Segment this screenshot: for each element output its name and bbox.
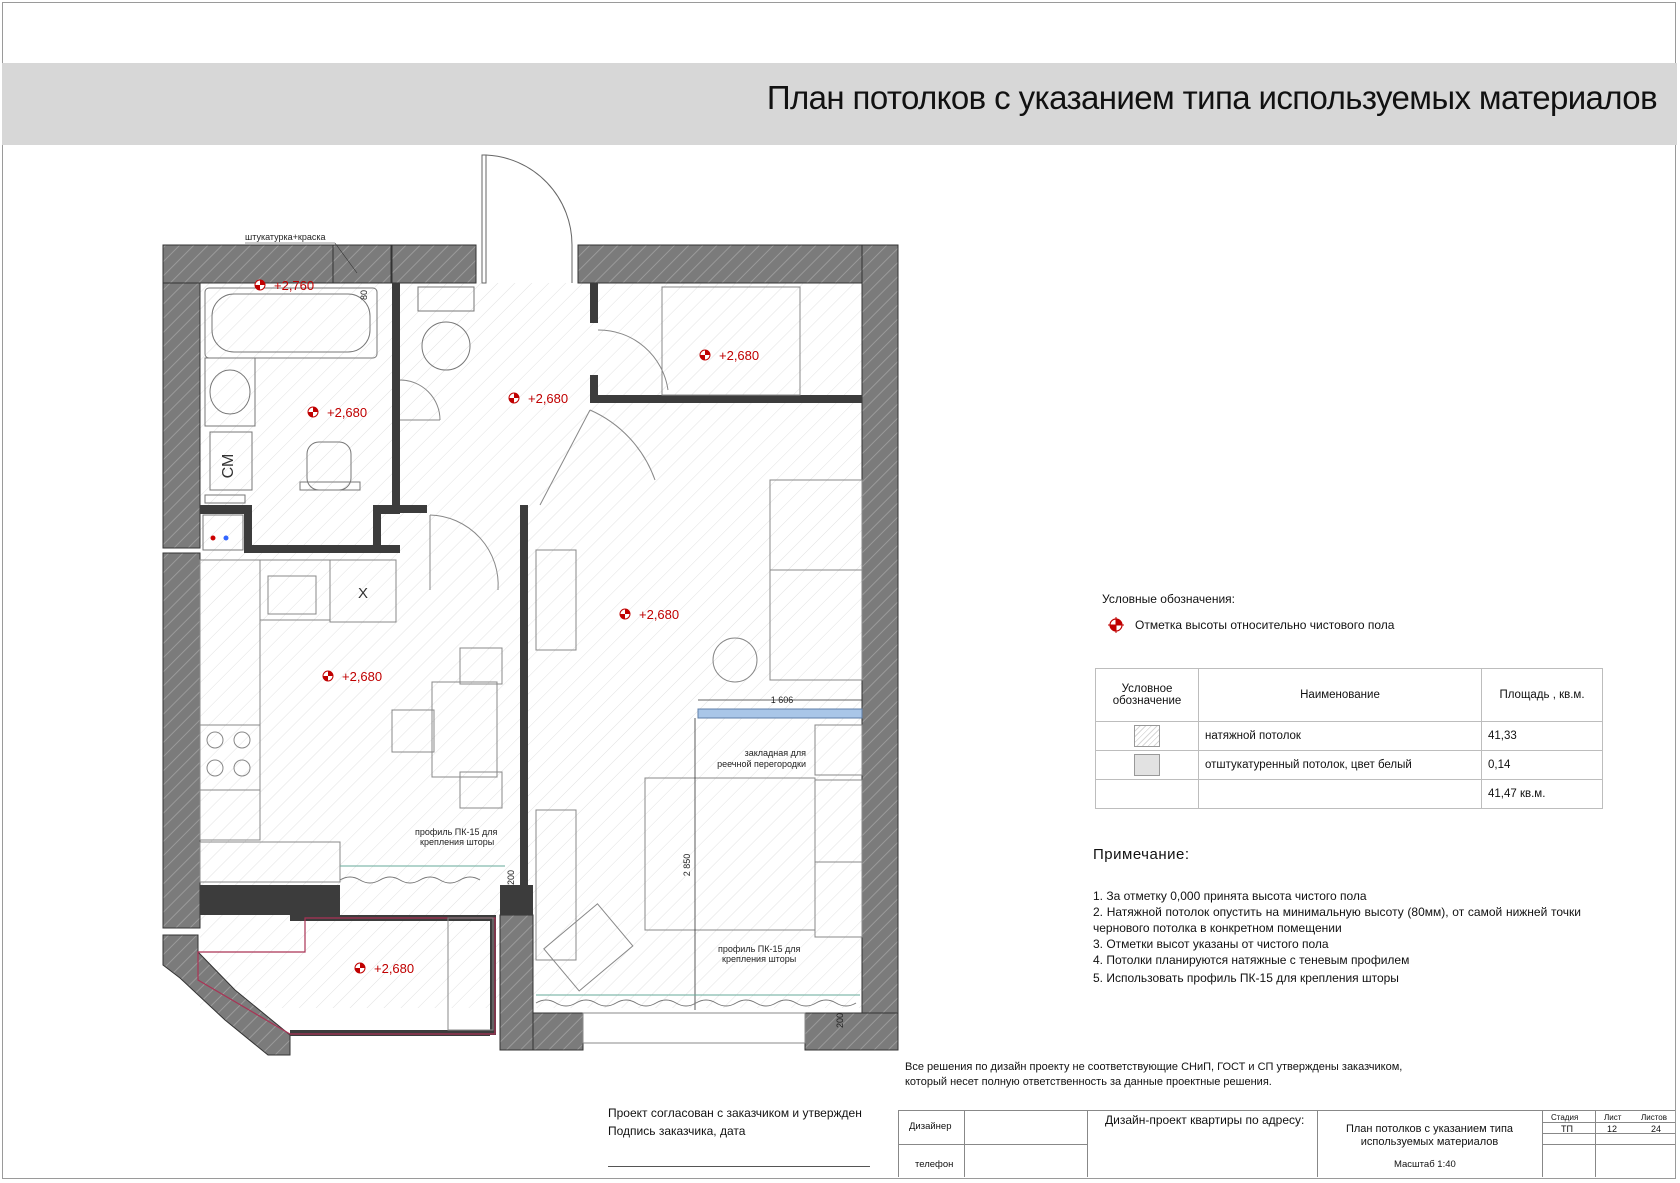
profile-note-kitchen-2: крепления шторы bbox=[420, 837, 495, 847]
dim-200-b: 200 bbox=[835, 1012, 845, 1028]
approval-block bbox=[608, 1104, 862, 1140]
notes-list bbox=[1093, 888, 1581, 986]
partition-note-1: закладная для bbox=[744, 748, 806, 758]
table-row bbox=[1096, 722, 1603, 751]
disclaimer-line: который несет полную ответственность за данные проектные решения. bbox=[905, 1076, 1272, 1088]
project-label: Дизайн-проект квартиры по адресу: bbox=[1105, 1113, 1305, 1127]
stage-header: Стадия bbox=[1551, 1113, 1579, 1122]
slat-partition bbox=[698, 709, 862, 718]
height-mark-label: +2,680 bbox=[327, 405, 368, 420]
scale-label: Масштаб 1:40 bbox=[1394, 1159, 1456, 1170]
title-block bbox=[898, 1110, 1675, 1177]
sheets-header: Листов bbox=[1641, 1113, 1667, 1122]
table-cell-name bbox=[1199, 780, 1482, 809]
table-header-area: Площадь , кв.м. bbox=[1482, 669, 1603, 722]
stage-value: ТП bbox=[1561, 1124, 1573, 1134]
table-cell-area: 41,33 bbox=[1482, 722, 1603, 751]
materials-table bbox=[1095, 668, 1603, 809]
dim-80: 80 bbox=[359, 289, 369, 300]
signature-line bbox=[608, 1166, 870, 1167]
height-mark-label: +2,680 bbox=[528, 391, 569, 406]
note-item: 1. За отметку 0,000 принята высота чистого пола bbox=[1093, 889, 1367, 903]
plaster-ceiling-swatch bbox=[1134, 754, 1160, 776]
dim-200-a: 200 bbox=[506, 869, 516, 885]
table-cell-name: отштукатуренный потолок, цвет белый bbox=[1199, 751, 1482, 780]
wall-note: штукатурка+краска bbox=[245, 232, 326, 242]
height-mark-label: +2,680 bbox=[719, 348, 760, 363]
stove-mark: Х bbox=[357, 585, 369, 602]
note-item: 4. Потолки планируются натяжные с теневым профилем bbox=[1093, 953, 1410, 967]
table-cell-area: 0,14 bbox=[1482, 751, 1603, 780]
designer-label: Дизайнер bbox=[909, 1121, 952, 1132]
dim-partition: 1 606 bbox=[770, 695, 794, 705]
height-mark-label: +2,680 bbox=[342, 669, 383, 684]
legend-item bbox=[1107, 616, 1394, 634]
legend-title: Условные обозначения: bbox=[1102, 592, 1235, 606]
legend-item-label: Отметка высоты относительно чистового пола bbox=[1135, 618, 1395, 632]
table-header-symbol: Условное обозначение bbox=[1096, 669, 1199, 722]
height-mark-label: +2,680 bbox=[639, 607, 680, 622]
height-mark-icon bbox=[1107, 616, 1125, 634]
sheet-title: План потолков с указанием типа используемых материалов bbox=[1345, 1123, 1514, 1148]
partition-note-2: реечной перегородки bbox=[717, 759, 806, 769]
note-item: 2. Натяжной потолок опустить на минимальную высоту (80мм), от самой нижней точки чернового потолка в конкретном помещении bbox=[1093, 905, 1581, 935]
sheet-value: 12 bbox=[1607, 1124, 1618, 1134]
dim-bedroom: 2 850 bbox=[682, 853, 692, 877]
note-item: 5. Использовать профиль ПК-15 для крепления шторы bbox=[1093, 971, 1399, 985]
table-header-name: Наименование bbox=[1199, 669, 1482, 722]
disclaimer bbox=[905, 1060, 1402, 1090]
approval-line: Проект согласован с заказчиком и утвержден bbox=[608, 1106, 862, 1120]
stretch-ceiling-swatch bbox=[1134, 725, 1160, 747]
table-row bbox=[1096, 751, 1603, 780]
height-mark-label: +2,680 bbox=[374, 961, 415, 976]
sheets-value: 24 bbox=[1651, 1124, 1662, 1134]
note-item: 3. Отметки высот указаны от чистого пола bbox=[1093, 937, 1329, 951]
table-cell-total: 41,47 кв.м. bbox=[1482, 780, 1603, 809]
notes-title: Примечание: bbox=[1093, 846, 1190, 863]
height-mark-label: +2,760 bbox=[274, 278, 315, 293]
table-row bbox=[1096, 780, 1603, 809]
page-title: План потолков с указанием типа используемых материалов bbox=[766, 79, 1657, 116]
profile-note-kitchen-1: профиль ПК-15 для bbox=[415, 827, 498, 837]
entrance-door bbox=[482, 155, 572, 283]
washer-label: СМ bbox=[220, 453, 237, 479]
approval-line: Подпись заказчика, дата bbox=[608, 1124, 746, 1138]
phone-label: телефон bbox=[915, 1159, 954, 1170]
profile-note-room-1: профиль ПК-15 для bbox=[718, 944, 801, 954]
sheet-header: Лист bbox=[1604, 1113, 1622, 1122]
table-cell-name: натяжной потолок bbox=[1199, 722, 1482, 751]
profile-note-room-2: крепления шторы bbox=[722, 954, 797, 964]
disclaimer-line: Все решения по дизайн проекту не соответствующие СНиП, ГОСТ и СП утверждены заказчиком, bbox=[905, 1061, 1403, 1073]
